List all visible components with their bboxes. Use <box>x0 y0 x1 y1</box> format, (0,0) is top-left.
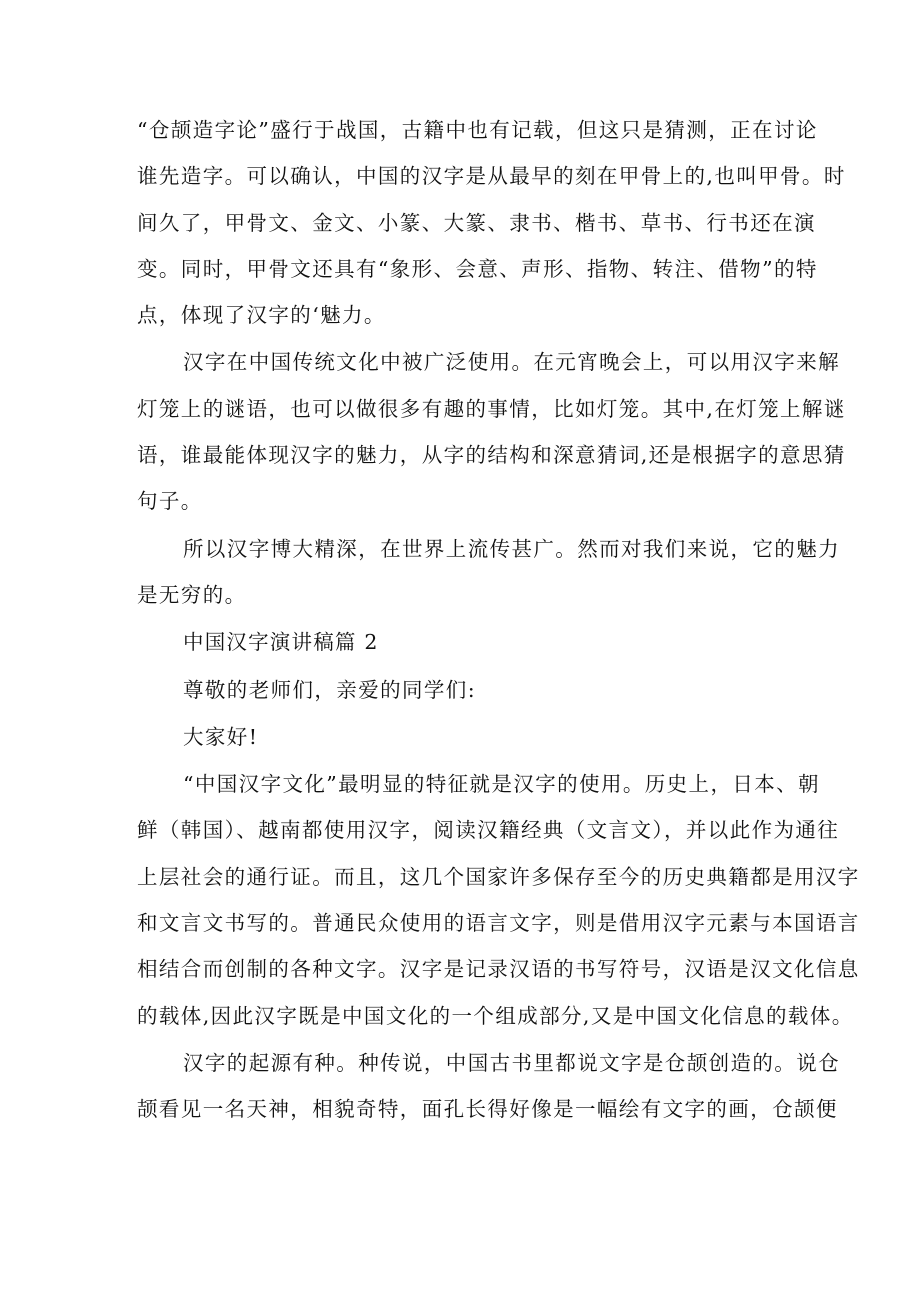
text-line: 句子。 <box>137 489 203 514</box>
text-line: 汉字在中国传统文化中被广泛使用。在元宵晚会上，可以用汉字来解 <box>183 350 840 375</box>
paragraph-chinese-character-culture <box>137 766 860 1044</box>
section-title: 中国汉字演讲稿篇 2 <box>183 630 379 655</box>
paragraph-conclusion <box>137 531 840 624</box>
section-heading <box>137 624 827 670</box>
text-line: 变。同时，甲骨文还具有“象形、会意、声形、指物、转注、借物”的特 <box>137 256 818 281</box>
text-line: 间久了，甲骨文、金文、小篆、大篆、隶书、楷书、草书、行书还在演 <box>137 210 816 235</box>
text-line: 上层社会的通行证。而且，这几个国家许多保存至今的历史典籍都是用汉字 <box>137 864 860 889</box>
text-line: 谁先造字。可以确认，中国的汉字是从最早的刻在甲骨上的,也叫甲骨。时 <box>137 164 846 189</box>
text-line: 点，体现了汉字的‘魅力。 <box>137 303 386 328</box>
text-line: “中国汉字文化”最明显的特征就是汉字的使用。历史上，日本、朝 <box>183 772 820 797</box>
text-line: 的载体,因此汉字既是中国文化的一个组成部分,又是中国文化信息的载体。 <box>137 1003 854 1028</box>
text-line: 语，谁最能体现汉字的魅力，从字的结构和深意猜词,还是根据字的意思猜 <box>137 443 846 468</box>
text-line: 是无穷的。 <box>137 582 247 607</box>
text-line: “仓颉造字论”盛行于战国，古籍中也有记载，但这只是猜测，正在讨论 <box>137 118 818 142</box>
paragraph-cangjie-theory <box>137 112 846 343</box>
paragraph-salutation <box>137 672 827 718</box>
text-line: 颉看见一名天神，相貌奇特，面孔长得好像是一幅绘有文字的画，仓颉便 <box>137 1097 838 1122</box>
text-line: 所以汉字博大精深，在世界上流传甚广。然而对我们来说，它的魅力 <box>183 536 840 561</box>
text-line: 汉字的起源有种。种传说，中国古书里都说文字是仓颉创造的。说仓 <box>183 1050 840 1075</box>
paragraph-greeting <box>137 719 827 765</box>
paragraph-lantern-riddles <box>137 344 846 529</box>
text-line: 大家好! <box>183 724 259 749</box>
document-page <box>137 112 860 1139</box>
text-line: 尊敬的老师们，亲爱的同学们: <box>183 677 477 702</box>
text-line: 和文言文书写的。普通民众使用的语言文字，则是借用汉字元素与本国语言 <box>137 911 860 936</box>
paragraph-origin-of-characters <box>137 1045 840 1138</box>
text-line: 灯笼上的谜语，也可以做很多有趣的事情，比如灯笼。其中,在灯笼上解谜 <box>137 396 846 421</box>
text-line: 鲜（韩国）、越南都使用汉字，阅读汉籍经典（文言文），并以此作为通往 <box>137 818 840 843</box>
text-line: 相结合而创制的各种文字。汉字是记录汉语的书写符号，汉语是汉文化信息 <box>137 957 860 982</box>
